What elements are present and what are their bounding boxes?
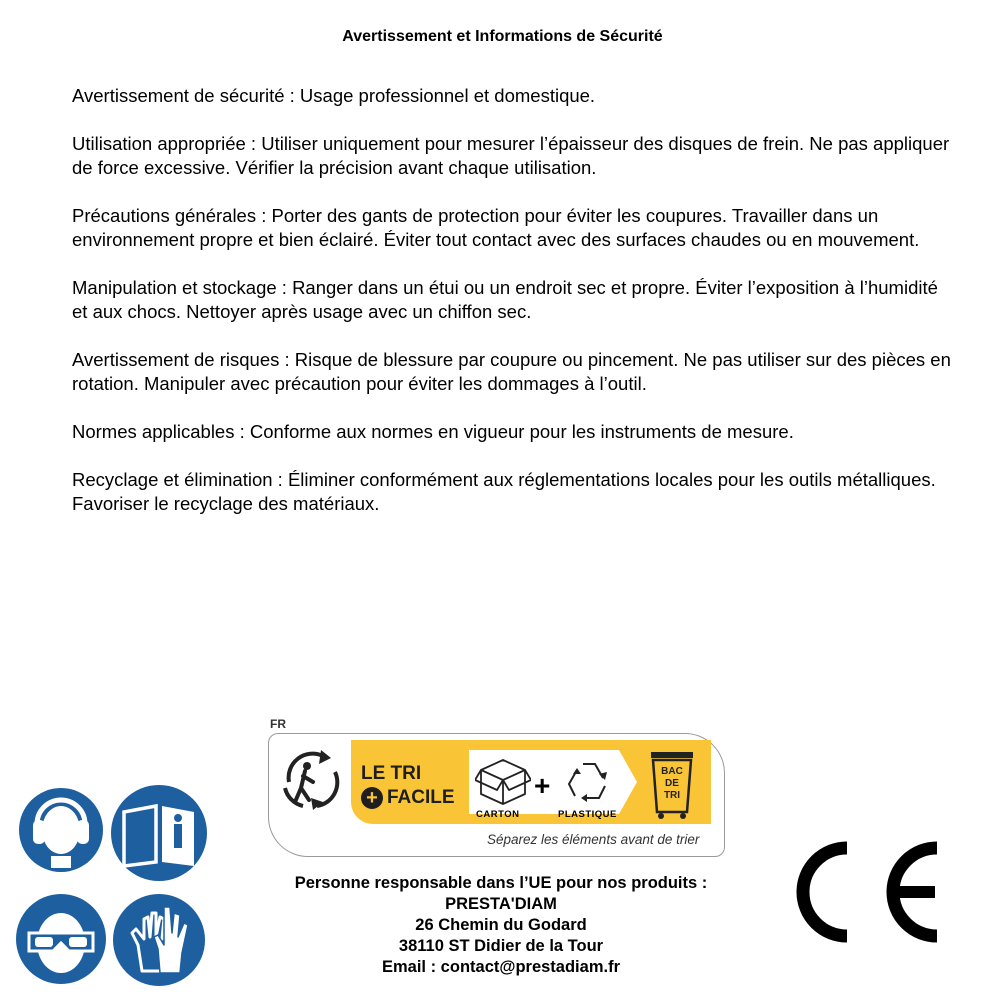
paragraph-usage: Avertissement de sécurité : Usage professionnel et domestique. bbox=[72, 85, 596, 106]
paragraph-risques: Avertissement de risques : Risque de blessure par coupure ou pincement. Ne pas utiliser sur des pièces en rotation. Manipuler avec précaution pour éviter les dommages à l’outil. bbox=[72, 349, 951, 394]
plastique-label: PLASTIQUE bbox=[558, 809, 617, 820]
paragraph-precautions: Précautions générales : Porter des gants de protection pour éviter les coupures. Travailler dans un environnement propre et bien éclairé. Éviter tout contact avec des surfaces chaudes ou en mouvement. bbox=[72, 205, 920, 250]
plastic-recycle-icon bbox=[565, 756, 613, 806]
triman-label bbox=[268, 733, 725, 857]
responsible-company: PRESTA'DIAM bbox=[445, 895, 557, 913]
eye-protection-icon bbox=[15, 893, 107, 985]
bac-line2: DE bbox=[665, 778, 679, 789]
carton-label: CARTON bbox=[476, 809, 520, 820]
responsible-city: 38110 ST Didier de la Tour bbox=[398, 937, 604, 955]
safety-text bbox=[72, 84, 957, 540]
triman-line2: FACILE bbox=[387, 787, 455, 808]
gloves-icon bbox=[112, 893, 206, 987]
responsible-email: Email : contact@prestadiam.fr bbox=[382, 958, 620, 976]
plus-circle-icon: + bbox=[361, 787, 383, 809]
responsible-line1: Personne responsable dans l’UE pour nos produits : bbox=[294, 874, 708, 892]
carton-box-icon bbox=[475, 756, 531, 806]
paragraph-recyclage: Recyclage et élimination : Éliminer conformément aux réglementations locales pour les outils métalliques. Favoriser le recyclage des matériaux. bbox=[72, 469, 936, 514]
triman-country: FR bbox=[270, 717, 286, 731]
triman-icon bbox=[277, 744, 347, 814]
triman-footer: Séparez les éléments avant de trier bbox=[487, 832, 700, 847]
page-title: Avertissement et Informations de Sécurité bbox=[342, 28, 663, 45]
ce-mark-icon bbox=[795, 840, 945, 944]
bac-de-tri-icon bbox=[647, 750, 697, 820]
bac-line1: BAC bbox=[661, 766, 683, 777]
responsible-street: 26 Chemin du Godard bbox=[415, 916, 587, 934]
triman-line1: LE TRI bbox=[361, 763, 422, 784]
bac-line3: TRI bbox=[663, 790, 681, 801]
paragraph-normes: Normes applicables : Conforme aux normes en vigueur pour les instruments de mesure. bbox=[72, 421, 794, 442]
paragraph-manipulation: Manipulation et stockage : Ranger dans un étui ou un endroit sec et propre. Éviter l’exposition à l’humidité et aux chocs. Nettoyer après usage avec un chiffon sec. bbox=[72, 277, 938, 322]
paragraph-utilisation: Utilisation appropriée : Utiliser uniquement pour mesurer l’épaisseur des disques de frein. Ne pas appliquer de force excessive. Vérifier la précision avant chaque utilisation. bbox=[72, 133, 950, 178]
hearing-protection-icon bbox=[15, 784, 107, 876]
read-manual-icon bbox=[110, 784, 208, 882]
triman-plus: + bbox=[534, 770, 551, 801]
